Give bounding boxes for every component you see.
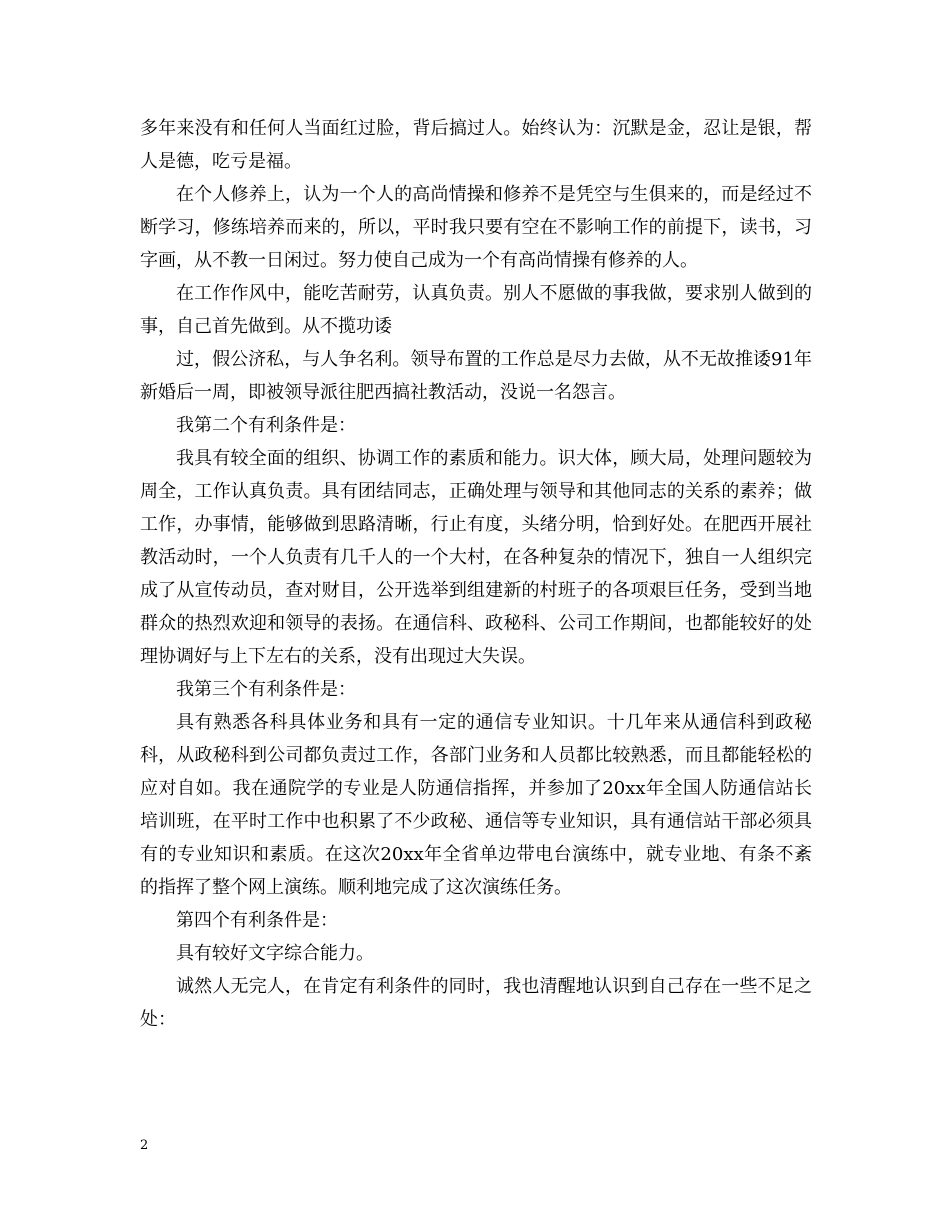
paragraph-2: 在个人修养上，认为一个人的高尚情操和修养不是凭空与生俱来的，而是经过不断学习，修练培养而来的，所以，平时我只要有空在不影响工作的前提下，读书，习字画，从不教一日闲过。努力使自己成为一个有高尚情操有修养的人。 [140,184,812,271]
paragraph-7: 我第三个有利条件是： [176,679,356,700]
document-body [140,112,812,1036]
page-number: 2 [140,1138,149,1153]
paragraph-9: 第四个有利条件是： [176,910,338,931]
paragraph-11: 诚然人无完人，在肯定有利条件的同时，我也清醒地认识到自己存在一些不足之处： [140,976,812,1030]
paragraph-3: 在工作作风中，能吃苦耐劳，认真负责。别人不愿做的事我做，要求别人做到的事，自己首先做到。从不揽功诿 [140,283,812,337]
paragraph-1: 多年来没有和任何人当面红过脸，背后搞过人。始终认为：沉默是金，忍让是银，帮人是德，吃亏是福。 [140,118,812,172]
paragraph-10: 具有较好文字综合能力。 [176,943,374,964]
paragraph-8: 具有熟悉各科具体业务和具有一定的通信专业知识。十几年来从通信科到政秘科，从政秘科到公司都负责过工作，各部门业务和人员都比较熟悉，而且都能轻松的应对自如。我在通院学的专业是人防通信指挥，并参加了20xx年全国人防通信站长培训班，在平时工作中也积累了不少政秘、通信等专业知识，具有通信站干部必须具有的专业知识和素质。在这次20xx年全省单边带电台演练中，就专业地、有条不紊的指挥了整个网上演练。顺利地完成了这次演练任务。 [140,712,812,898]
paragraph-6: 我具有较全面的组织、协调工作的素质和能力。识大体，顾大局，处理问题较为周全，工作认真负责。具有团结同志，正确处理与领导和其他同志的关系的素养；做工作，办事情，能够做到思路清晰，行止有度，头绪分明，恰到好处。在肥西开展社教活动时，一个人负责有几千人的一个大村，在各种复杂的情况下，独自一人组织完成了从宣传动员，查对财目，公开选举到组建新的村班子的各项艰巨任务，受到当地群众的热烈欢迎和领导的表扬。在通信科、政秘科、公司工作期间，也都能较好的处理协调好与上下左右的关系，没有出现过大失误。 [140,448,812,667]
paragraph-4: 过，假公济私，与人争名利。领导布置的工作总是尽力去做，从不无故推诿91年新婚后一周，即被领导派往肥西搞社教活动，没说一名怨言。 [140,349,812,403]
paragraph-5: 我第二个有利条件是： [176,415,356,436]
